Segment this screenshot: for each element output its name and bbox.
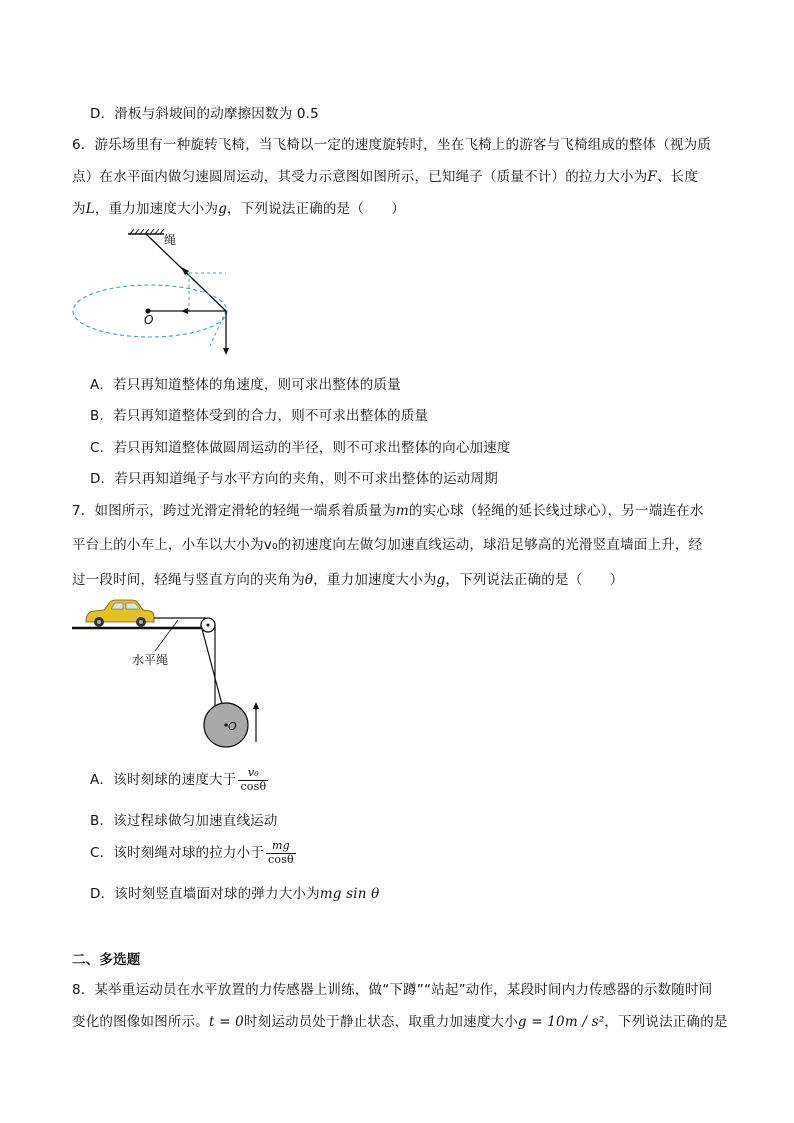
q8-line2-text: 变化的图像如图所示。 [72,1014,209,1030]
q8-line2-text-mid: 时刻运动员处于静止状态，取重力加速度大小 [243,1014,518,1030]
q6-option-c: C．若只再知道整体做圆周运动的半径，则不可求出整体的向心加速度 [90,440,511,456]
q7-stem-line1 [72,499,704,519]
q7-option-c-fraction [266,840,296,866]
q7-stem-line3 [72,568,624,588]
q7-symbol-m: m [395,503,409,519]
q7-option-c-text: C．该时刻绳对球的拉力小于 [90,845,265,862]
q5-option-d: D．滑板与斜坡间的动摩擦因数为 0.5 [90,106,319,122]
q7-line3-text: 过一段时间，轻绳与竖直方向的夹角为 [72,572,305,588]
q7-option-b: B．该过程球做匀加速直线运动 [90,813,278,829]
q6-stem-line1: 6．游乐场里有一种旋转飞椅，当飞椅以一定的速度旋转时，坐在飞椅上的游客与飞椅组成的整体（视为质 [72,137,711,153]
q8-stem-line2 [72,1010,728,1030]
q7-option-a-numerator: v₀ [238,767,268,781]
q6-symbol-f: F [647,169,657,185]
q6-line2-text-end: 、长度 [656,169,699,185]
q7-center-label: O [228,720,237,733]
q8-symbol-g-value: g = 10m / s² [517,1014,605,1030]
q6-stem-line2 [72,165,698,185]
q7-option-d [90,882,380,902]
q6-stem-line3 [72,197,405,217]
q7-option-c-denominator: cosθ [268,852,294,866]
q6-rope-label: 绳 [164,233,177,247]
q7-figure-pulley [70,594,270,752]
q7-stem-line2: 平台上的小车上，小车以大小为v₀的初速度向左做匀加速直线运动，球沿足够高的光滑竖直墙面上升，经 [72,537,703,553]
car-icon [86,600,154,627]
q6-symbol-g: g [218,201,228,217]
q6-symbol-l: L [85,201,95,217]
q6-option-d: D．若只再知道绳子与水平方向的夹角，则不可求出整体的运动周期 [90,471,498,487]
q7-option-d-text: D．该时刻竖直墙面对球的弹力大小为 [90,886,320,902]
q7-option-d-expression: mg sin θ [319,886,380,902]
q6-figure-swing [68,224,243,359]
q6-line3-text-mid: ，重力加速度大小为 [94,201,219,217]
q6-line3-text-end: ，下列说法正确的是（ ） [227,201,406,217]
q7-option-a-text: A．该时刻球的速度大于 [90,772,237,789]
q8-symbol-t0: t = 0 [209,1014,244,1030]
q7-line3-text-end: ，下列说法正确的是（ ） [445,572,624,588]
q7-line3-text-mid: ，重力加速度大小为 [313,572,437,588]
q6-option-b: B．若只再知道整体受到的合力，则不可求出整体的质量 [90,408,429,424]
q7-symbol-g: g [436,572,446,588]
q7-line1-text: 7．如图所示，跨过光滑定滑轮的轻绳一端系着质量为 [72,503,396,519]
q7-line1-text-end: 的实心球（轻绳的延长线过球心），另一端连在水 [408,503,704,519]
q6-option-a: A．若只再知道整体的角速度，则可求出整体的质量 [90,377,401,393]
q6-center-label: O [144,313,154,327]
q6-line2-text: 点）在水平面内做匀速圆周运动，其受力示意图如图所示，已知绳子（质量不计）的拉力大小为 [72,169,648,185]
q7-symbol-theta: θ [304,572,314,588]
q7-option-a-fraction [238,767,268,793]
q8-stem-line1: 8．某举重运动员在水平放置的力传感器上训练，做“下蹲”“站起”动作，某段时间内力传感器的示数随时间 [72,982,713,998]
q7-rope-label: 水平绳 [132,653,169,667]
q7-option-c [90,840,296,866]
q7-option-c-numerator: mg [266,840,296,854]
q7-option-a [90,767,268,793]
q7-option-a-denominator: cosθ [240,779,267,793]
section-title-multiple-choice: 二、多选题 [72,952,141,968]
q6-line3-text: 为 [72,201,86,217]
q8-line2-text-end: ，下列说法正确的是 [604,1014,728,1030]
